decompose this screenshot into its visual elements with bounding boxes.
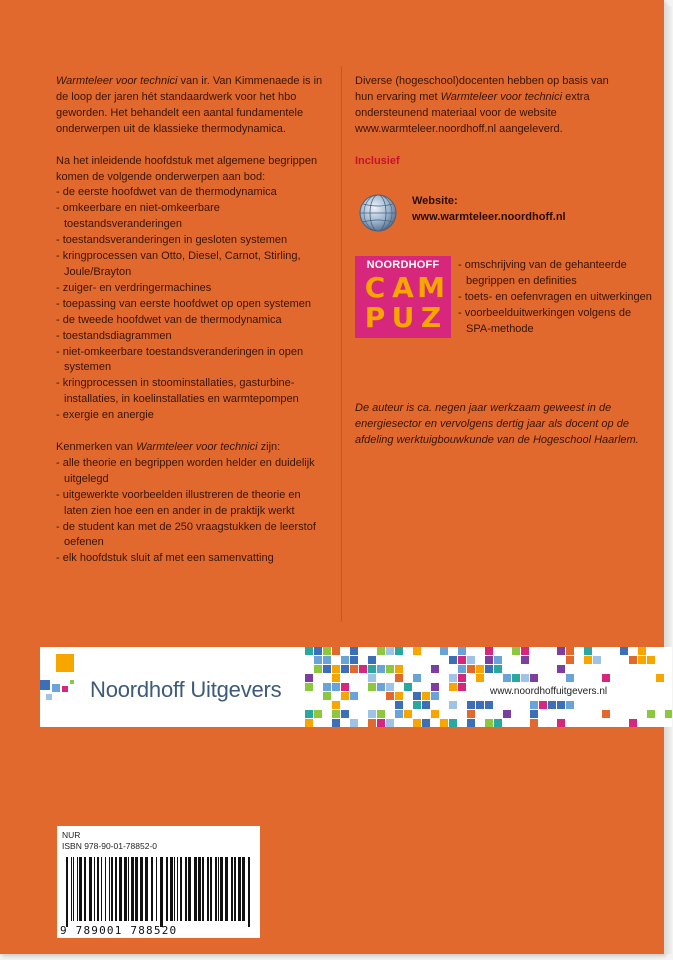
features-list (56, 456, 326, 567)
topics-list (56, 185, 326, 424)
list-item: - niet-omkeerbare toestandsveranderingen in open systemen (56, 345, 326, 377)
publisher-url[interactable]: www.noordhoffuitgevers.nl (486, 686, 611, 697)
list-item: - uitgewerkte voorbeelden illustreren de theorie en laten zien hoe een en ander in de praktijk werkt (56, 488, 326, 520)
list-item: - de student kan met de 250 vraagstukken de leerstof oefenen (56, 520, 326, 552)
list-item: - kringprocessen in stoominstallaties, gasturbine-installaties, in koelinstallaties en warmtepompen (56, 376, 326, 408)
barcode (64, 857, 254, 927)
features-intro: Kenmerken van Warmteleer voor technici zijn: (56, 441, 281, 454)
book-edge (664, 6, 672, 954)
campus-items (458, 258, 658, 338)
intro-paragraph: Warmteleer voor technici van ir. Van Kimmenaede is in de loop der jaren hét standaardwerk voor het hbo geworden. Het behandelt een aantal fundamentele onderwerpen uit de klassieke thermodynamica. (56, 75, 323, 135)
barcode-digits: 9 789001 788520 (60, 924, 178, 937)
author-note: De auteur is ca. negen jaar werkzaam geweest in de energiesector en vervolgens dertig jaar als docent op de afdeling werktuigbouwkunde van de Hogeschool Haarlem. (355, 402, 639, 446)
campus-letter: M (417, 271, 445, 304)
list-item: - elk hoofdstuk sluit af met een samenvatting (56, 551, 326, 567)
noordhoff-campus-logo (355, 256, 451, 338)
campus-letter: P (364, 301, 386, 334)
list-item: - exergie en anergie (56, 408, 326, 424)
list-item: - toestandsveranderingen in gesloten systemen (56, 233, 326, 249)
list-item: - toets- en oefenvragen en uitwerkingen (458, 290, 658, 306)
book-title-italic: Warmteleer voor technici (56, 75, 178, 87)
campus-letter: A (392, 271, 414, 304)
campus-letter: U (391, 301, 415, 334)
left-column (56, 74, 326, 567)
website-url[interactable]: www.warmteleer.noordhoff.nl (412, 211, 566, 223)
campus-logo-title: NOORDHOFF (366, 259, 440, 271)
globe-icon (358, 193, 398, 233)
list-item: - zuiger- en verdringermachines (56, 281, 326, 297)
website-block (412, 193, 566, 225)
website-label: Website: (412, 195, 458, 207)
isbn-label: ISBN 978-90-01-78852-0 (62, 841, 157, 851)
list-item: - alle theorie en begrippen worden helder en duidelijk uitgelegd (56, 456, 326, 488)
inclusief-heading: Inclusief (355, 154, 400, 167)
list-item: - de tweede hoofdwet van de thermodynamica (56, 313, 326, 329)
column-divider (341, 66, 342, 622)
publisher-logo-icon (40, 650, 78, 704)
right-column (355, 74, 627, 170)
list-item: - toestandsdiagrammen (56, 329, 326, 345)
teachers-paragraph: Diverse (hogeschool)docenten hebben op basis van hun ervaring met Warmteleer voor technici extra ondersteunend materiaal voor de website www.warmteleer.noordhoff.nl aangeleverd. (355, 75, 609, 135)
list-item: - kringprocessen van Otto, Diesel, Carnot, Stirling, Joule/Brayton (56, 249, 326, 281)
campus-logo-letters (361, 273, 445, 333)
list-item: - toepassing van eerste hoofdwet op open systemen (56, 297, 326, 313)
campus-letter: Z (420, 301, 442, 334)
topics-intro: Na het inleidende hoofdstuk met algemene begrippen komen de volgende onderwerpen aan bod: (56, 154, 318, 183)
list-item: - omschrijving van de gehanteerde begrippen en definities (458, 258, 658, 290)
list-item: - voorbeelduitwerkingen volgens de SPA-methode (458, 306, 658, 338)
campus-letter: C (364, 271, 386, 304)
publisher-name: Noordhoff Uitgevers (90, 677, 282, 702)
nur-label: NUR (62, 830, 81, 840)
list-item: - omkeerbare en niet-omkeerbare toestandsveranderingen (56, 201, 326, 233)
list-item: - de eerste hoofdwet van de thermodynamica (56, 185, 326, 201)
isbn-block (62, 830, 157, 852)
